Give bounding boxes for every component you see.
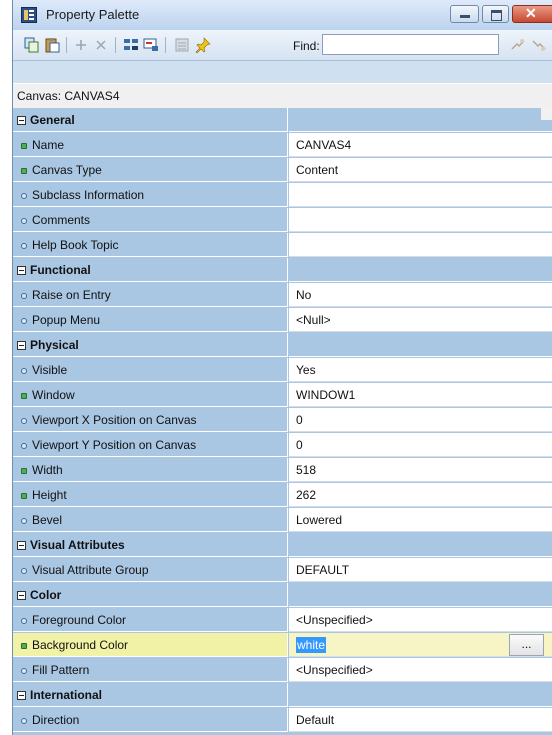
collapse-icon[interactable] <box>17 691 26 700</box>
property-name-cell <box>13 233 288 257</box>
property-grid <box>13 108 552 735</box>
category-label: Physical <box>30 338 79 352</box>
property-row-foreground-color[interactable] <box>13 608 552 633</box>
property-name-cell <box>13 508 288 532</box>
changed-property-icon <box>21 168 27 174</box>
title-bar[interactable] <box>13 0 552 30</box>
intersection-icon[interactable] <box>123 37 139 53</box>
category-physical[interactable] <box>13 333 552 358</box>
property-label: Height <box>32 488 67 502</box>
find-input[interactable] <box>322 34 499 55</box>
property-name-cell <box>13 608 288 632</box>
property-name-cell <box>13 483 288 507</box>
changed-property-icon <box>21 493 27 499</box>
selected-value-text[interactable]: white <box>297 638 326 652</box>
collapse-icon[interactable] <box>17 591 26 600</box>
property-value[interactable]: <Unspecified> <box>289 608 552 632</box>
delete-icon[interactable] <box>93 37 109 53</box>
property-value[interactable]: DEFAULT <box>289 558 552 582</box>
property-row-viewport-y[interactable] <box>13 433 552 458</box>
category-header <box>13 533 288 557</box>
freeze-icon[interactable] <box>174 37 190 53</box>
find-previous-icon[interactable] <box>531 37 547 53</box>
property-label: Background Color <box>32 638 129 652</box>
default-property-icon <box>21 568 27 574</box>
property-row-window[interactable] <box>13 383 552 408</box>
default-property-icon <box>21 618 27 624</box>
property-value[interactable]: Yes <box>289 358 552 382</box>
category-label: Visual Attributes <box>30 538 125 552</box>
category-label: International <box>30 688 103 702</box>
default-property-icon <box>21 318 27 324</box>
property-row-popup-menu[interactable] <box>13 308 552 333</box>
category-visual-attributes[interactable] <box>13 533 552 558</box>
changed-property-icon <box>21 143 27 149</box>
category-label: General <box>30 113 75 127</box>
category-header <box>13 258 288 282</box>
category-label: Functional <box>30 263 91 277</box>
more-options-button[interactable]: ... <box>509 634 544 656</box>
copy-icon[interactable] <box>24 37 40 53</box>
category-functional[interactable] <box>13 258 552 283</box>
property-palette-app-icon <box>21 7 37 23</box>
category-value-cell <box>289 258 552 282</box>
find-label: Find: <box>293 39 320 53</box>
toolbar-separator <box>165 37 166 53</box>
category-header <box>13 108 288 132</box>
property-label: Name <box>32 138 65 152</box>
window-title: Property Palette <box>46 7 140 22</box>
property-value[interactable]: Content <box>289 158 552 182</box>
default-property-icon <box>21 518 27 524</box>
collapse-icon[interactable] <box>17 541 26 550</box>
changed-property-icon <box>21 393 27 399</box>
property-value[interactable]: Lowered <box>289 508 552 532</box>
property-name-cell <box>13 433 288 457</box>
category-value-cell <box>289 583 552 607</box>
context-bar <box>13 83 552 109</box>
category-label: Color <box>30 588 62 602</box>
paste-icon[interactable] <box>44 37 60 53</box>
property-label: Width <box>32 463 63 477</box>
property-name-cell <box>13 208 288 232</box>
add-icon[interactable] <box>73 37 89 53</box>
property-name-cell <box>13 658 288 682</box>
find-next-icon[interactable] <box>510 37 526 53</box>
category-value-cell <box>289 108 552 132</box>
default-property-icon <box>21 443 27 449</box>
maximize-button[interactable] <box>482 5 509 23</box>
property-label: Fill Pattern <box>32 663 90 677</box>
property-row-height[interactable] <box>13 483 552 508</box>
toolbar-separator <box>66 37 67 53</box>
default-property-icon <box>21 218 27 224</box>
default-property-icon <box>21 718 27 724</box>
category-value-cell <box>289 533 552 557</box>
category-international[interactable] <box>13 683 552 708</box>
property-label: Viewport Y Position on Canvas <box>32 438 197 452</box>
default-property-icon <box>21 368 27 374</box>
property-label: Raise on Entry <box>32 288 111 302</box>
property-row-visible[interactable] <box>13 358 552 383</box>
minimize-button[interactable] <box>450 5 479 23</box>
property-row-width[interactable] <box>13 458 552 483</box>
property-name-cell <box>13 133 288 157</box>
changed-property-icon <box>21 643 27 649</box>
default-property-icon <box>21 243 27 249</box>
property-label: Visible <box>32 363 68 377</box>
toolbar <box>13 30 552 61</box>
category-general[interactable] <box>13 108 552 133</box>
property-value[interactable]: Default <box>289 708 552 732</box>
property-name-cell <box>13 158 288 182</box>
category-header <box>13 333 288 357</box>
property-value[interactable]: <Null> <box>289 308 552 332</box>
property-value[interactable]: 518 <box>289 458 552 482</box>
default-property-icon <box>21 193 27 199</box>
property-row-raise-on-entry[interactable] <box>13 283 552 308</box>
category-value-cell <box>289 683 552 707</box>
category-header <box>13 583 288 607</box>
property-value[interactable]: <Unspecified> <box>289 658 552 682</box>
property-name-cell <box>13 408 288 432</box>
collapse-icon[interactable] <box>17 116 26 125</box>
property-value[interactable]: 262 <box>289 483 552 507</box>
property-row-bevel[interactable] <box>13 508 552 533</box>
property-name-cell <box>13 308 288 332</box>
property-name-cell <box>13 708 288 732</box>
property-name-cell <box>13 358 288 382</box>
property-label: Subclass Information <box>32 188 145 202</box>
property-name-cell <box>13 283 288 307</box>
property-name-cell <box>13 558 288 582</box>
property-label: Canvas Type <box>32 163 102 177</box>
property-label: Visual Attribute Group <box>32 563 149 577</box>
property-row-name[interactable] <box>13 133 552 158</box>
property-row-viewport-x[interactable] <box>13 408 552 433</box>
default-property-icon <box>21 668 27 674</box>
property-name-cell <box>13 458 288 482</box>
property-label: Direction <box>32 713 80 727</box>
property-row-help-book-topic[interactable] <box>13 233 552 258</box>
property-palette-window <box>12 0 552 735</box>
category-color[interactable] <box>13 583 552 608</box>
context-label: Canvas: CANVAS4 <box>17 89 120 103</box>
property-value[interactable]: 0 <box>289 433 552 457</box>
property-value[interactable]: No <box>289 283 552 307</box>
property-row-fill-pattern[interactable] <box>13 658 552 683</box>
property-label: Bevel <box>32 513 63 527</box>
collapse-icon[interactable] <box>17 266 26 275</box>
property-value[interactable] <box>289 183 552 207</box>
property-name-cell <box>13 633 288 657</box>
property-label: Help Book Topic <box>32 238 119 252</box>
property-row-direction[interactable] <box>13 708 552 733</box>
close-icon: ✕ <box>525 5 537 21</box>
category-header <box>13 683 288 707</box>
property-row-comments[interactable] <box>13 208 552 233</box>
pin-icon[interactable] <box>195 37 211 53</box>
property-label: Foreground Color <box>32 613 127 627</box>
property-label: Comments <box>32 213 91 227</box>
property-row-subclass-information[interactable] <box>13 183 552 208</box>
property-name-cell <box>13 183 288 207</box>
category-value-cell <box>289 333 552 357</box>
property-value[interactable] <box>289 233 552 257</box>
property-value[interactable]: WINDOW1 <box>289 383 552 407</box>
property-label: Popup Menu <box>32 313 101 327</box>
property-row-visual-attribute-group[interactable] <box>13 558 552 583</box>
property-value[interactable]: CANVAS4 <box>289 133 552 157</box>
property-label: Viewport X Position on Canvas <box>32 413 197 427</box>
union-icon[interactable] <box>143 37 159 53</box>
property-value[interactable] <box>289 208 552 232</box>
close-button[interactable] <box>512 5 552 23</box>
scrollbar-up-arrow[interactable] <box>541 108 552 120</box>
property-row-canvas-type[interactable] <box>13 158 552 183</box>
collapse-icon[interactable] <box>17 341 26 350</box>
toolbar-separator <box>115 37 116 53</box>
default-property-icon <box>21 418 27 424</box>
property-name-cell <box>13 383 288 407</box>
changed-property-icon <box>21 468 27 474</box>
property-label: Window <box>32 388 75 402</box>
property-value[interactable]: 0 <box>289 408 552 432</box>
default-property-icon <box>21 293 27 299</box>
property-row-background-color[interactable] <box>13 633 552 658</box>
